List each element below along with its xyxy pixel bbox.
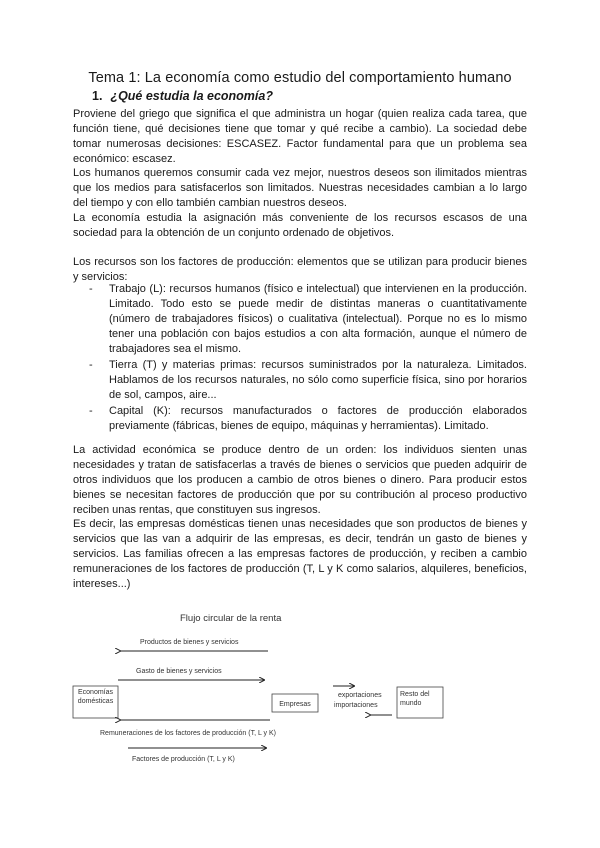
paragraph-origin: Proviene del griego que significa el que administra un hogar (quien realiza cada tarea, que función tiene, qué decisiones tiene que tomar y qué recibe a cambio). La sociedad debe tomar numerosas decisiones: ESCASEZ. Factor fundamental para que un problema sea económico: escasez. — [73, 108, 527, 165]
label-remunerations: Remuneraciones de los factores de producción (T, L y K) — [100, 730, 276, 737]
factor-capital: Capital (K): recursos manufacturados o factores de producción elaborados previamente (fábricas, bienes de equipo, máquinas y herramientas). Limitado. — [109, 405, 527, 432]
section-number: 1. — [92, 89, 103, 103]
label-factors: Factores de producción (T, L y K) — [132, 756, 235, 763]
label-world: Resto del mundo — [400, 691, 430, 707]
list-item — [73, 282, 527, 357]
list-dash: - — [89, 283, 93, 295]
list-item — [73, 358, 527, 403]
list-item — [73, 404, 527, 434]
page-title: Tema 1: La economía como estudio del comportamiento humano — [88, 70, 512, 86]
paragraph-desires: Los humanos queremos consumir cada vez mejor, nuestros deseos son ilimitados mientras que los medios para satisfacerlos son limitados. Nuestras necesidades cambian a lo largo del tiempo y con ello también cambian nuestros deseos. — [73, 167, 527, 209]
factor-land: Tierra (T) y materias primas: recursos suministrados por la naturaleza. Limitados. Hablamos de los recursos naturales, no sólo como superficie física, sino por horarios de sol, campos, aire... — [109, 359, 527, 401]
paragraph-definition: La economía estudia la asignación más conveniente de los recursos escasos de una sociedad para la obtención de un conjunto ordenado de objetivos. — [73, 212, 527, 239]
list-dash: - — [89, 359, 93, 371]
label-households: Economías domésticas — [77, 689, 114, 705]
factor-labor: Trabajo (L): recursos humanos (físico e intelectual) que intervienen en la producción. Limitado. Todo esto se puede medir de distintas maneras o cuantitativamente (número de trabajadores físicos) o cualitativa (intelectual). Porque no es lo mismo tener una población con bajos estudios a con alta formación, aunque el número de trabajadores sea el mismo. — [109, 283, 527, 355]
circular-flow-diagram — [0, 600, 600, 770]
paragraph-resources: Los recursos son los factores de producción: elementos que se utilizan para producir bienes y servicios: — [73, 256, 527, 283]
label-exports: exportaciones — [338, 692, 382, 699]
section-heading — [92, 89, 273, 103]
diagram-title: Flujo circular de la renta — [180, 613, 282, 624]
label-imports: importaciones — [334, 702, 378, 709]
label-products: Productos de bienes y servicios — [140, 639, 239, 646]
list-dash: - — [89, 405, 93, 417]
label-spending: Gasto de bienes y servicios — [136, 668, 222, 675]
paragraph-activity: La actividad económica se produce dentro de un orden: los individuos sienten unas necesidades y tratan de satisfacerlas a través de bienes o servicios que pueden adquirir de otros individuos que los producen a cambio de otros bienes o dinero. Para producir estos bienes se necesitan factores de producción que por su contribución al proceso productivo reciben unas rentas, que constituyen sus ingresos. — [73, 444, 527, 516]
label-firms: Empresas — [279, 701, 311, 708]
factors-list — [73, 282, 527, 435]
section-heading-text: ¿Qué estudia la economía? — [110, 89, 273, 103]
paragraph-households: Es decir, las empresas domésticas tienen unas necesidades que son productos de bienes y servicios que las van a adquirir de las empresas, es decir, tendrán un gasto de bienes y servicios. Las familias ofrecen a las empresas factores de producción, y reciben a cambio remuneraciones de los factores de producción (T, L y K como salarios, alquileres, beneficios, intereses...) — [73, 518, 527, 590]
